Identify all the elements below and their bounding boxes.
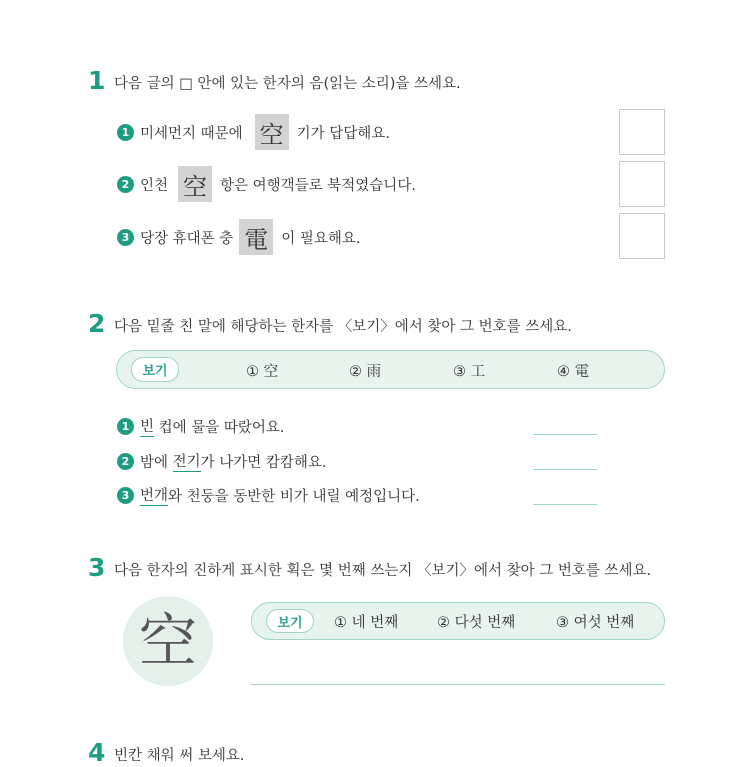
item-number-badge: 3 <box>117 229 134 246</box>
sentence-rest: 컵에 물을 따랐어요. <box>154 419 285 436</box>
q3-option-3: ③ 여섯 번째 <box>556 615 635 631</box>
question-3-instruction: 다음 한자의 진하게 표시한 획은 몇 번째 쓰는지 〈보기〉에서 찾아 그 번호를 쓰세요. <box>114 563 652 579</box>
q2-option-4: ④ 電 <box>557 364 590 380</box>
question-3-number: 3 <box>88 553 106 582</box>
q2-option-3: ③ 工 <box>453 364 486 380</box>
q3-option-2: ② 다섯 번째 <box>437 615 516 631</box>
sentence-rest: 가 나가면 캄캄해요. <box>200 454 327 471</box>
underlined-word: 빈 <box>140 415 154 437</box>
q2-answer-line-1[interactable] <box>533 434 597 435</box>
boxed-hanja: 空 <box>255 114 289 150</box>
q2-option-2: ② 雨 <box>349 364 382 380</box>
q3-hanja-circle <box>123 596 213 686</box>
sentence-after: 항은 여행객들로 북적였습니다. <box>220 177 416 194</box>
q3-answer-line[interactable] <box>251 684 665 685</box>
sentence-rest: 와 천둥을 동반한 비가 내릴 예정입니다. <box>168 488 420 505</box>
q1-item-1 <box>117 114 390 150</box>
underlined-word: 번개 <box>140 484 168 506</box>
underlined-word: 전기 <box>173 450 201 472</box>
q2-option-1: ① 空 <box>246 364 279 380</box>
question-1-instruction: 다음 글의 □ 안에 있는 한자의 음(읽는 소리)을 쓰세요. <box>114 76 461 92</box>
sentence-after: 이 필요해요. <box>281 230 361 247</box>
q2-item-1 <box>117 415 285 437</box>
item-number-badge: 1 <box>117 418 134 435</box>
question-4-number: 4 <box>88 738 106 767</box>
q2-bogi-label: 보기 <box>131 357 179 382</box>
q3-hanja: 空 <box>138 607 197 675</box>
q1-item-3 <box>117 219 361 255</box>
sentence-after: 기가 답답해요. <box>296 125 390 142</box>
question-1-number: 1 <box>88 66 106 95</box>
boxed-hanja: 電 <box>239 219 273 255</box>
item-number-badge: 2 <box>117 176 134 193</box>
q3-bogi-label: 보기 <box>266 609 314 633</box>
boxed-hanja: 空 <box>178 166 212 202</box>
q1-answer-box-3[interactable] <box>619 213 665 259</box>
item-number-badge: 1 <box>117 124 134 141</box>
q1-answer-box-1[interactable] <box>619 109 665 155</box>
q2-answer-line-2[interactable] <box>533 469 597 470</box>
sentence-prefix: 밤에 <box>140 454 173 471</box>
question-2-number: 2 <box>88 309 106 338</box>
question-4-instruction: 빈칸 채워 써 보세요. <box>114 748 245 764</box>
sentence-before: 미세먼지 때문에 <box>140 125 243 142</box>
q2-item-3 <box>117 484 420 506</box>
q2-answer-line-3[interactable] <box>533 504 597 505</box>
question-2-instruction: 다음 밑줄 친 말에 해당하는 한자를 〈보기〉에서 찾아 그 번호를 쓰세요. <box>114 319 572 335</box>
q2-item-2 <box>117 450 327 472</box>
q3-option-1: ① 네 번째 <box>334 615 399 631</box>
q1-answer-box-2[interactable] <box>619 161 665 207</box>
item-number-badge: 3 <box>117 487 134 504</box>
sentence-before: 당장 휴대폰 충 <box>140 230 234 247</box>
item-number-badge: 2 <box>117 453 134 470</box>
q1-item-2 <box>117 166 416 202</box>
sentence-before: 인천 <box>140 177 169 194</box>
